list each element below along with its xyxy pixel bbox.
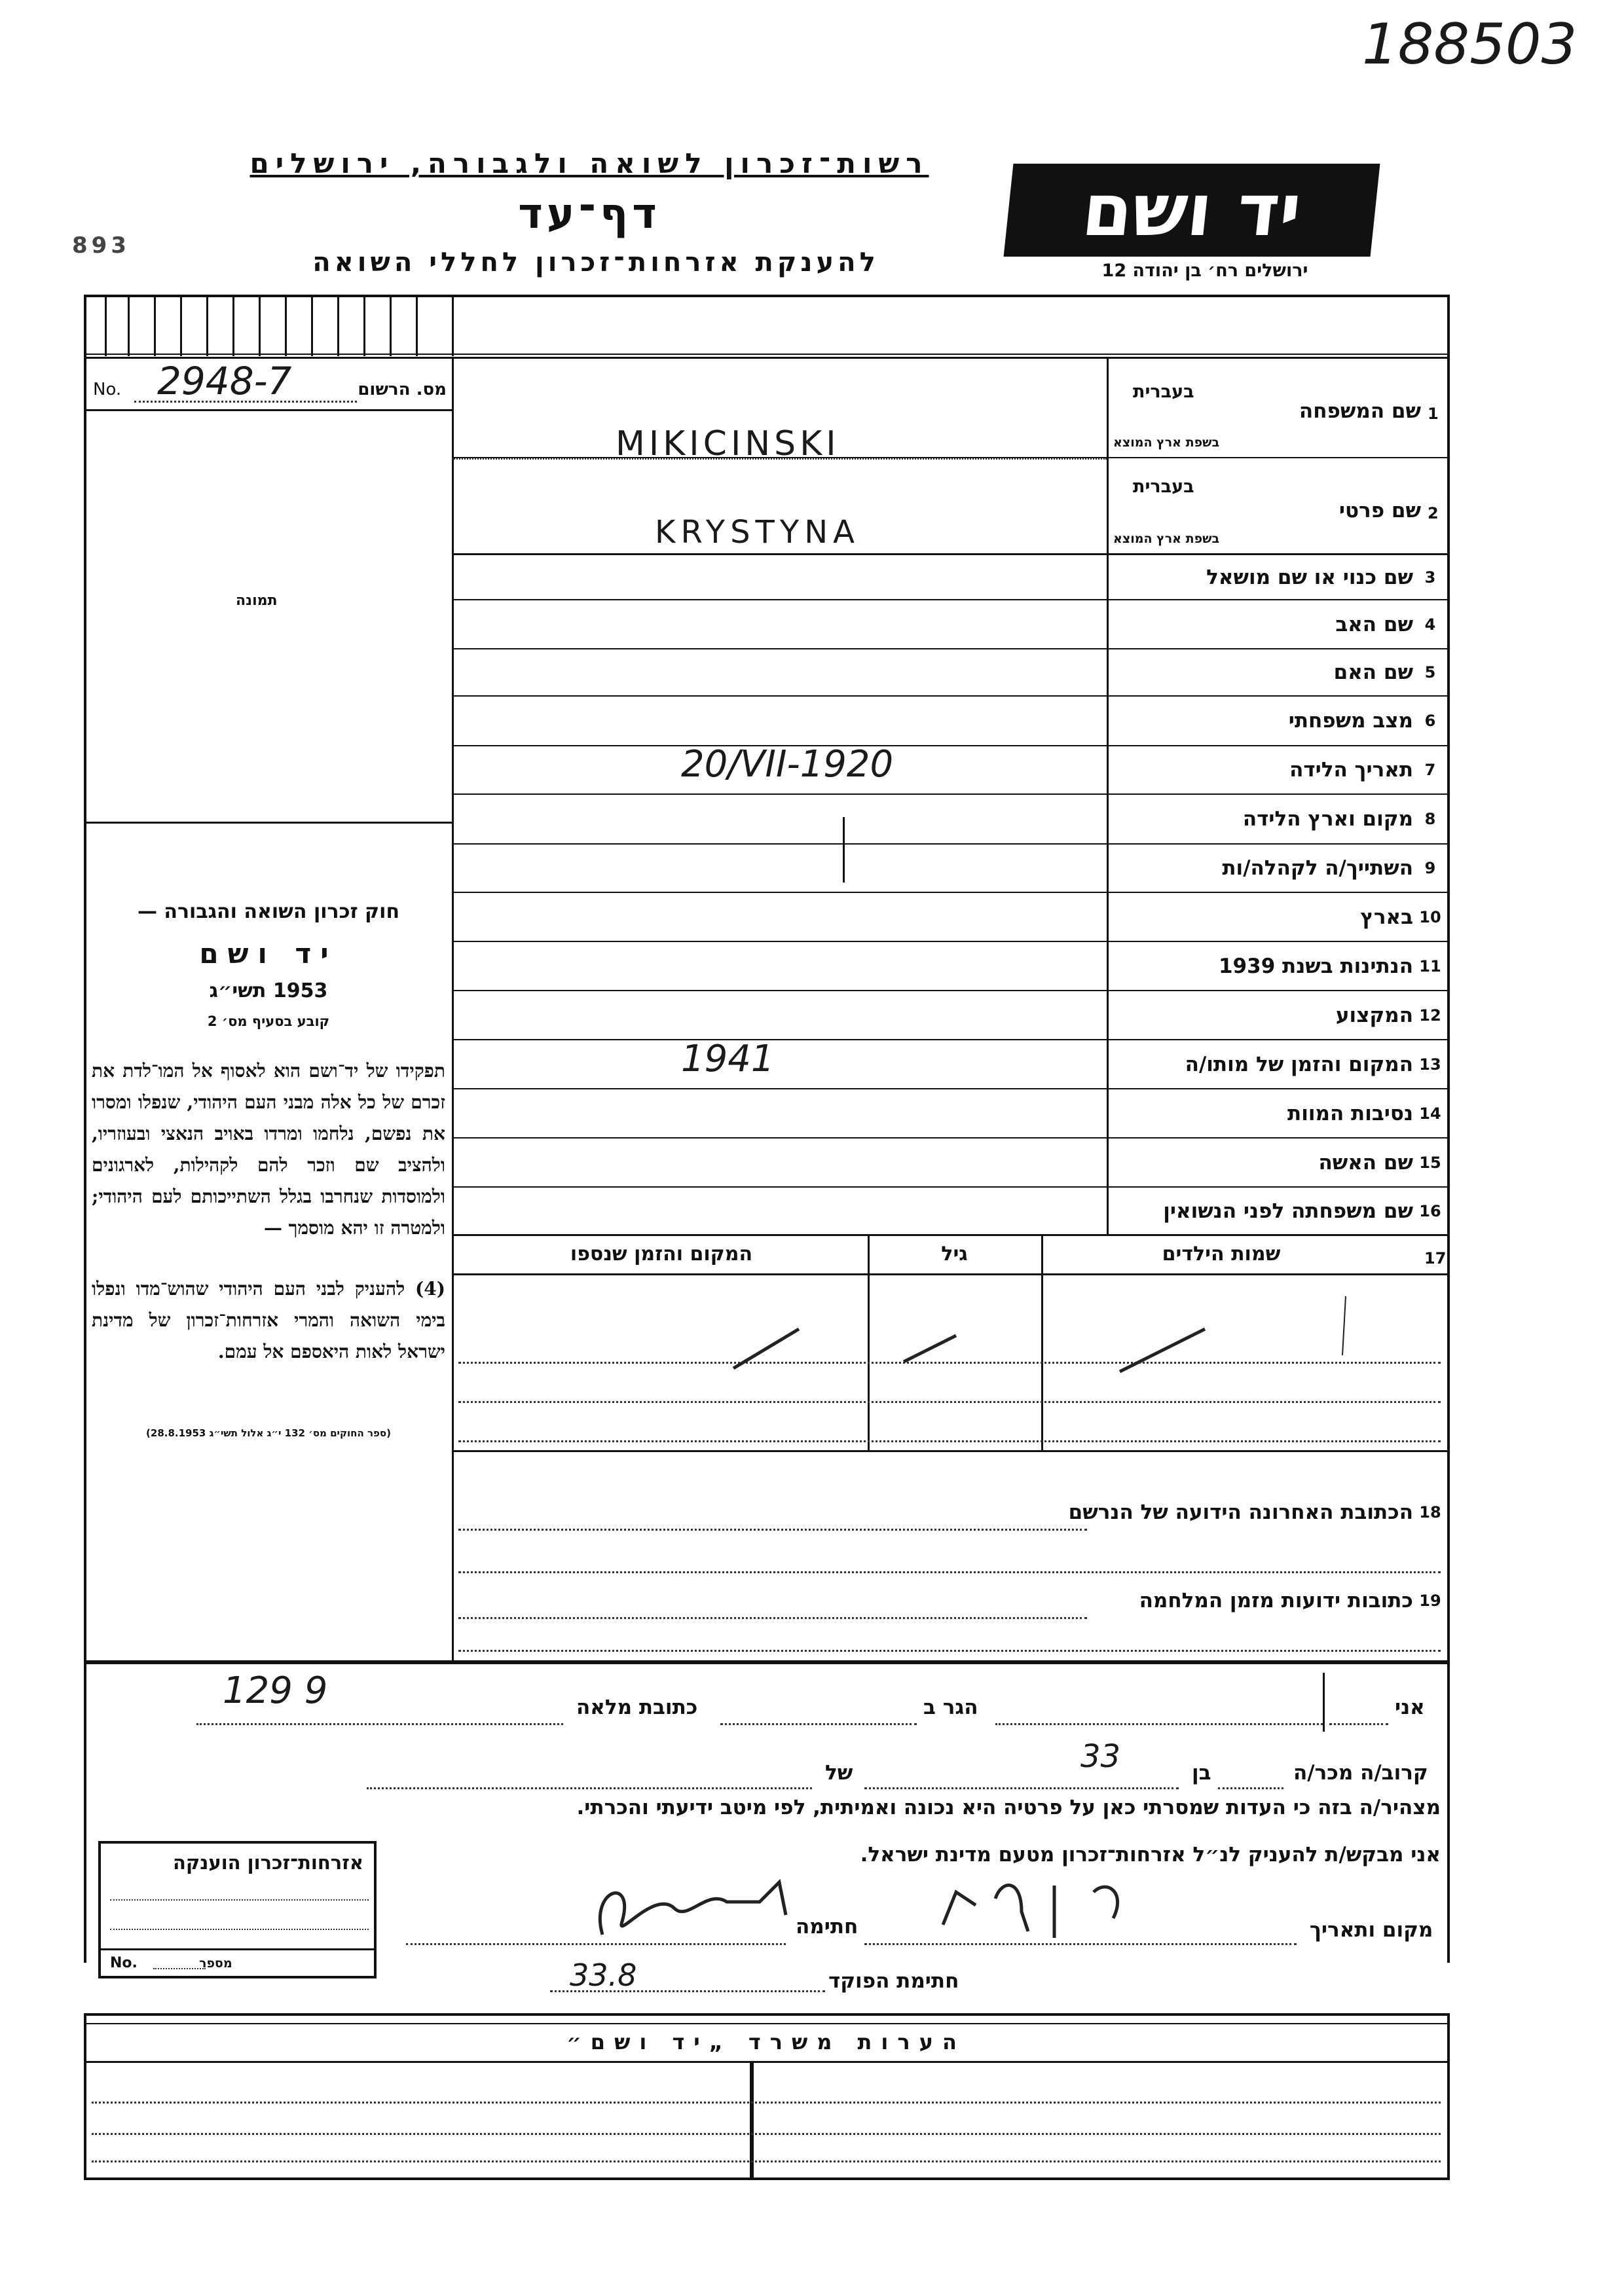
field-3-label: שם כנוי או שם מושאל: [1206, 565, 1413, 589]
children-header-age: גיל: [941, 1243, 968, 1266]
declarant-address-value: 129 9: [223, 1669, 328, 1712]
declarant-resident-label: הגר ב: [923, 1696, 978, 1719]
declarant-ben-label: בן: [1192, 1761, 1211, 1785]
address: ירושלים רח׳ בן יהודה 12: [1101, 261, 1308, 281]
handwritten-signature: [563, 1863, 838, 1954]
officer-signature-value: 33.8: [570, 1958, 637, 1993]
field-13-value: 1941: [681, 1038, 775, 1080]
field-18-cell: [982, 1496, 1447, 1529]
field-12-cell: [1113, 991, 1447, 1039]
field-12-label: המקצוע: [1335, 1003, 1413, 1027]
certificate-title: אזרחות־זכרון הוענקה: [172, 1851, 363, 1874]
field-7-number: 7: [1424, 761, 1436, 779]
certificate-box: [98, 1841, 377, 1978]
field-9-number: 9: [1424, 859, 1436, 877]
field-12-number: 12: [1419, 1006, 1441, 1025]
field-19-number: 19: [1419, 1592, 1441, 1610]
field-4-label: שם האב: [1335, 613, 1413, 636]
field-6-number: 6: [1424, 712, 1436, 730]
field-9-cell: [1113, 845, 1447, 892]
field-5-number: 5: [1424, 663, 1436, 682]
field-1-number: 1: [1428, 405, 1439, 423]
field-14-number: 14: [1419, 1104, 1441, 1123]
law-year: 1953 תשי״ג: [209, 979, 328, 1002]
field-13-number: 13: [1419, 1055, 1441, 1074]
children-header-place: המקום והזמן שנספו: [570, 1243, 753, 1266]
field-11-number: 11: [1419, 957, 1441, 975]
field-14-cell: [1113, 1089, 1447, 1137]
field-9-label: השתייך/ה לקהלה/ות: [1222, 856, 1413, 880]
field-1-label: שם המשפחה: [1299, 399, 1421, 423]
field-7-cell: [1113, 746, 1447, 793]
field-4-number: 4: [1424, 615, 1436, 634]
children-empty-marks: [458, 1283, 1441, 1381]
field-4-cell: [1113, 601, 1447, 648]
law-name: יד ושם: [199, 938, 338, 970]
field-5-label: שם האם: [1333, 661, 1413, 684]
field-15-number: 15: [1419, 1153, 1441, 1172]
field-2-hebrew-sublabel: בעברית: [1133, 477, 1194, 497]
law-title: חוק זכרון השואה והגבורה —: [137, 900, 400, 923]
field-3-cell: [1113, 555, 1447, 599]
declarant-request: אני מבקש/ת להעניק לנ״ל אזרחות־זכרון מטעם מדינת ישראל.: [860, 1843, 1441, 1867]
declarant-ben-value: 33: [1080, 1738, 1121, 1775]
field-13-label: המקום והזמן של מותו/ה: [1185, 1052, 1413, 1076]
declarant-shel-label: של: [825, 1761, 853, 1785]
law-paragraph-1: תפקידו של יד־ושם הוא לאסוף אל המו־לדת את זכרם של כל אלה מבני העם היהודי, שנפלו ומסרו את נפשם, נלחמו ומרדו באויב הנאצי ובעוזריו, ולהציב שם וזכר להם לקהילות, לארגונים ולמוסדות שנחרבו בגלל השתייכותם לעם היהודי; ולמטרה זו יהא מוסמך —: [92, 1060, 445, 1239]
certificate-number-label: מספר: [199, 1956, 232, 1971]
field-6-label: מצב משפחתי: [1288, 709, 1413, 733]
officer-signature-label: חתימת הפוקד: [828, 1969, 959, 1993]
field-8-cell: [1113, 795, 1447, 843]
yad-vashem-logo: יד ושם: [1004, 164, 1380, 257]
children-header-names: שמות הילדים: [1162, 1243, 1281, 1266]
field-18-number: 18: [1419, 1503, 1441, 1522]
field-17-number: 17: [1424, 1249, 1447, 1267]
archive-number: 188503: [1362, 12, 1578, 77]
registration-label: מס. הרשום: [358, 380, 447, 399]
field-8-label: מקום וארץ הלידה: [1242, 807, 1413, 831]
office-remarks-title: הערות משרד „יד ושם״: [566, 2030, 966, 2054]
field-2-label: שם פרטי: [1338, 499, 1421, 522]
declarant-statement: מצהיר/ה בזה כי העדות שמסרתי כאן על פרטיה היא נכונה ואמיתית, לפי מיטב ידיעתי והכרתי.: [576, 1796, 1441, 1819]
field-2-origin-sublabel: בשפת ארץ המוצא: [1113, 532, 1220, 546]
field-7-value: 20/VII-1920: [681, 743, 894, 786]
registration-number: 2948-7: [157, 359, 292, 403]
field-1-latin-value: MIKICINSKI: [616, 424, 840, 464]
form-title: דף־עד: [518, 190, 661, 238]
field-19-cell: [982, 1584, 1447, 1617]
field-5-cell: [1113, 649, 1447, 695]
field-18-label: הכתובת האחרונה הידועה של הנרשם: [1068, 1501, 1413, 1524]
field-1-origin-sublabel: בשפת ארץ המוצא: [1113, 435, 1220, 450]
field-13-cell: [1113, 1040, 1447, 1088]
institution-line: רשות־זכרון לשואה ולגבורה, ירושלים: [249, 147, 929, 179]
photo-label: תמונה: [236, 592, 278, 609]
corner-marks: 893: [72, 232, 130, 259]
field-15-cell: [1113, 1139, 1447, 1186]
law-paragraph-2: (4) להעניק לבני העם היהודי שהוש־מדו ונפלו בימי השואה והמרי אזרחות־זכרון של מדינת ישראל לאות היאספם אל עמם.: [92, 1278, 445, 1362]
signature-label: חתימה: [796, 1915, 858, 1939]
field-7-label: תאריך הלידה: [1289, 758, 1413, 782]
field-8-number: 8: [1424, 810, 1436, 828]
handwritten-place-date: [930, 1866, 1179, 1944]
field-3-number: 3: [1424, 568, 1436, 587]
field-2-latin-value: KRYSTYNA: [655, 514, 860, 551]
field-16-label: שם משפחתה לפני הנשואין: [1163, 1199, 1413, 1223]
field-10-label: בארץ: [1360, 905, 1413, 929]
field-15-label: שם האשה: [1318, 1150, 1413, 1175]
certificate-no-label: No.: [110, 1955, 138, 1971]
field-10-number: 10: [1419, 907, 1441, 926]
field-2-number: 2: [1428, 504, 1439, 522]
field-11-cell: [1113, 942, 1447, 990]
field-19-label: כתובות ידועות מזמן המלחמה: [1139, 1589, 1413, 1613]
declarant-address-label: כתובת מלאה: [576, 1696, 698, 1719]
form-subtitle: להענקת אזרחות־זכרון לחללי השואה: [312, 247, 879, 278]
declarant-relative-label: קרוב/ה מכר/ה: [1293, 1761, 1428, 1785]
field-6-cell: [1113, 697, 1447, 745]
place-date-label: מקום ותאריך: [1310, 1918, 1433, 1942]
registration-no-label: No.: [93, 380, 122, 399]
field-11-label: הנתינות בשנת 1939: [1218, 954, 1413, 978]
field-16-cell: [1113, 1188, 1447, 1234]
field-1-hebrew-sublabel: בעברית: [1133, 382, 1194, 402]
law-clause: קובע בסעיף מס׳ 2: [207, 1013, 330, 1029]
law-citation: (ספר החוקים מס׳ 132 י״ג אלול תשי״ג 28.8.1953): [146, 1427, 391, 1439]
field-16-number: 16: [1419, 1201, 1441, 1220]
field-14-label: נסיבות המוות: [1287, 1101, 1413, 1125]
field-10-cell: [1113, 893, 1447, 941]
declarant-ani-label: אני: [1395, 1696, 1425, 1719]
